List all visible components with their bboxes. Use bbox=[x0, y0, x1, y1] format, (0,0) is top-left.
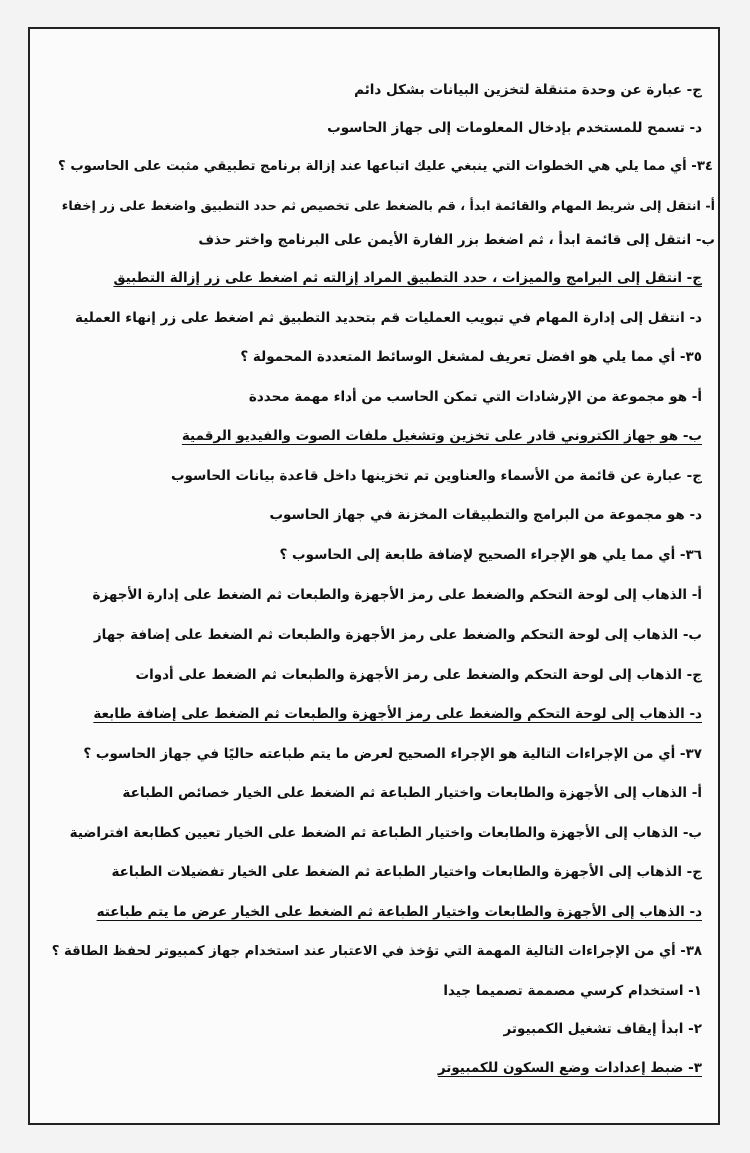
q37-option-c: ج- الذهاب إلى الأجهزة والطابعات واختيار الطباعة ثم الضغط على الخيار تفضيلات الطباعة bbox=[111, 864, 702, 880]
q36-option-b: ب- الذهاب إلى لوحة التحكم والضغط على رمز الأجهزة والطبعات ثم الضغط على إضافة جهاز bbox=[93, 627, 702, 643]
q38-item-3-correct: ٣- ضبط إعدادات وضع السكون للكمبيوتر bbox=[437, 1060, 702, 1076]
q37-option-d-correct: د- الذهاب إلى الأجهزة والطابعات واختيار الطباعة ثم الضغط على الخيار عرض ما يتم طباعته bbox=[96, 904, 702, 920]
q37-option-b: ب- الذهاب إلى الأجهزة والطابعات واختيار الطباعة ثم الضغط على الخيار تعيين كطابعة افتراضية bbox=[69, 825, 702, 841]
question-38: ٣٨- أي من الإجراءات التالية المهمة التي تؤخذ في الاعتبار عند استخدام جهاز كمبيوتر لحفظ الطاقة ؟ bbox=[51, 944, 702, 959]
q36-option-a: أ- الذهاب إلى لوحة التحكم والضغط على رمز الأجهزة والطبعات ثم الضغط على إدارة الأجهزة bbox=[92, 587, 702, 603]
q36-option-d-correct: د- الذهاب إلى لوحة التحكم والضغط على رمز الأجهزة والطبعات ثم الضغط على إضافة طابعة bbox=[93, 706, 702, 722]
question-35: ٣٥- أي مما يلي هو افضل تعريف لمشغل الوسائط المتعددة المحمولة ؟ bbox=[240, 349, 702, 365]
q34-option-d: د- انتقل إلى إدارة المهام في تبويب العمليات قم بتحديد التطبيق ثم اضغط على زر إنهاء العملية bbox=[75, 310, 702, 326]
q38-item-1: ١- استخدام كرسي مصممة تصميما جيدا bbox=[443, 983, 702, 999]
q34-option-a: أ- انتقل إلى شريط المهام والقائمة ابدأ ، قم بالضغط على تخصيص ثم حدد التطبيق واضغط على زر إخفاء bbox=[61, 199, 715, 214]
question-37: ٣٧- أي من الإجراءات التالية هو الإجراء الصحيح لعرض ما يتم طباعته حاليًا في جهاز الحاسوب ؟ bbox=[83, 746, 702, 762]
question-36: ٣٦- أي مما يلي هو الإجراء الصحيح لإضافة طابعة إلى الحاسوب ؟ bbox=[279, 547, 702, 563]
q37-option-a: أ- الذهاب إلى الأجهزة والطابعات واختيار الطباعة ثم الضغط على الخيار خصائص الطباعة bbox=[122, 785, 702, 801]
q34-option-c-correct: ج- انتقل إلى البرامج والميزات ، حدد التطبيق المراد إزالته ثم اضغط على زر إزالة التطبيق bbox=[113, 270, 702, 286]
q34-option-b: ب- انتقل إلى قائمة ابدأ ، ثم اضغط بزر الفارة الأيمن على البرنامج واختر حذف bbox=[198, 232, 715, 248]
q36-option-c: ج- الذهاب إلى لوحة التحكم والضغط على رمز الأجهزة والطبعات ثم الضغط على أدوات bbox=[135, 667, 702, 683]
q35-option-c: ج- عبارة عن قائمة من الأسماء والعناوين تم تخزينها داخل قاعدة بيانات الحاسوب bbox=[170, 468, 702, 484]
question-34: ٣٤- أي مما يلي هي الخطوات التي ينبغي عليك اتباعها عند إزالة برنامج تطبيقي مثبت على الحاسوب ؟ bbox=[58, 159, 713, 174]
q35-option-d: د- هو مجموعة من البرامج والتطبيقات المخزنة في جهاز الحاسوب bbox=[269, 507, 702, 523]
option-c-storage-unit: ج- عبارة عن وحدة متنقلة لتخزين البيانات بشكل دائم bbox=[354, 82, 702, 98]
option-d-input-device: د- تسمح للمستخدم بإدخال المعلومات إلى جهاز الحاسوب bbox=[327, 120, 702, 136]
q35-option-b-correct: ب- هو جهاز الكتروني قادر على تخزين وتشغيل ملفات الصوت والفيديو الرقمية bbox=[181, 428, 702, 444]
q35-option-a: أ- هو مجموعة من الإرشادات التي تمكن الحاسب من أداء مهمة محددة bbox=[248, 389, 702, 405]
q38-item-2: ٢- ابدأ إيقاف تشغيل الكمبيوتر bbox=[503, 1021, 702, 1037]
